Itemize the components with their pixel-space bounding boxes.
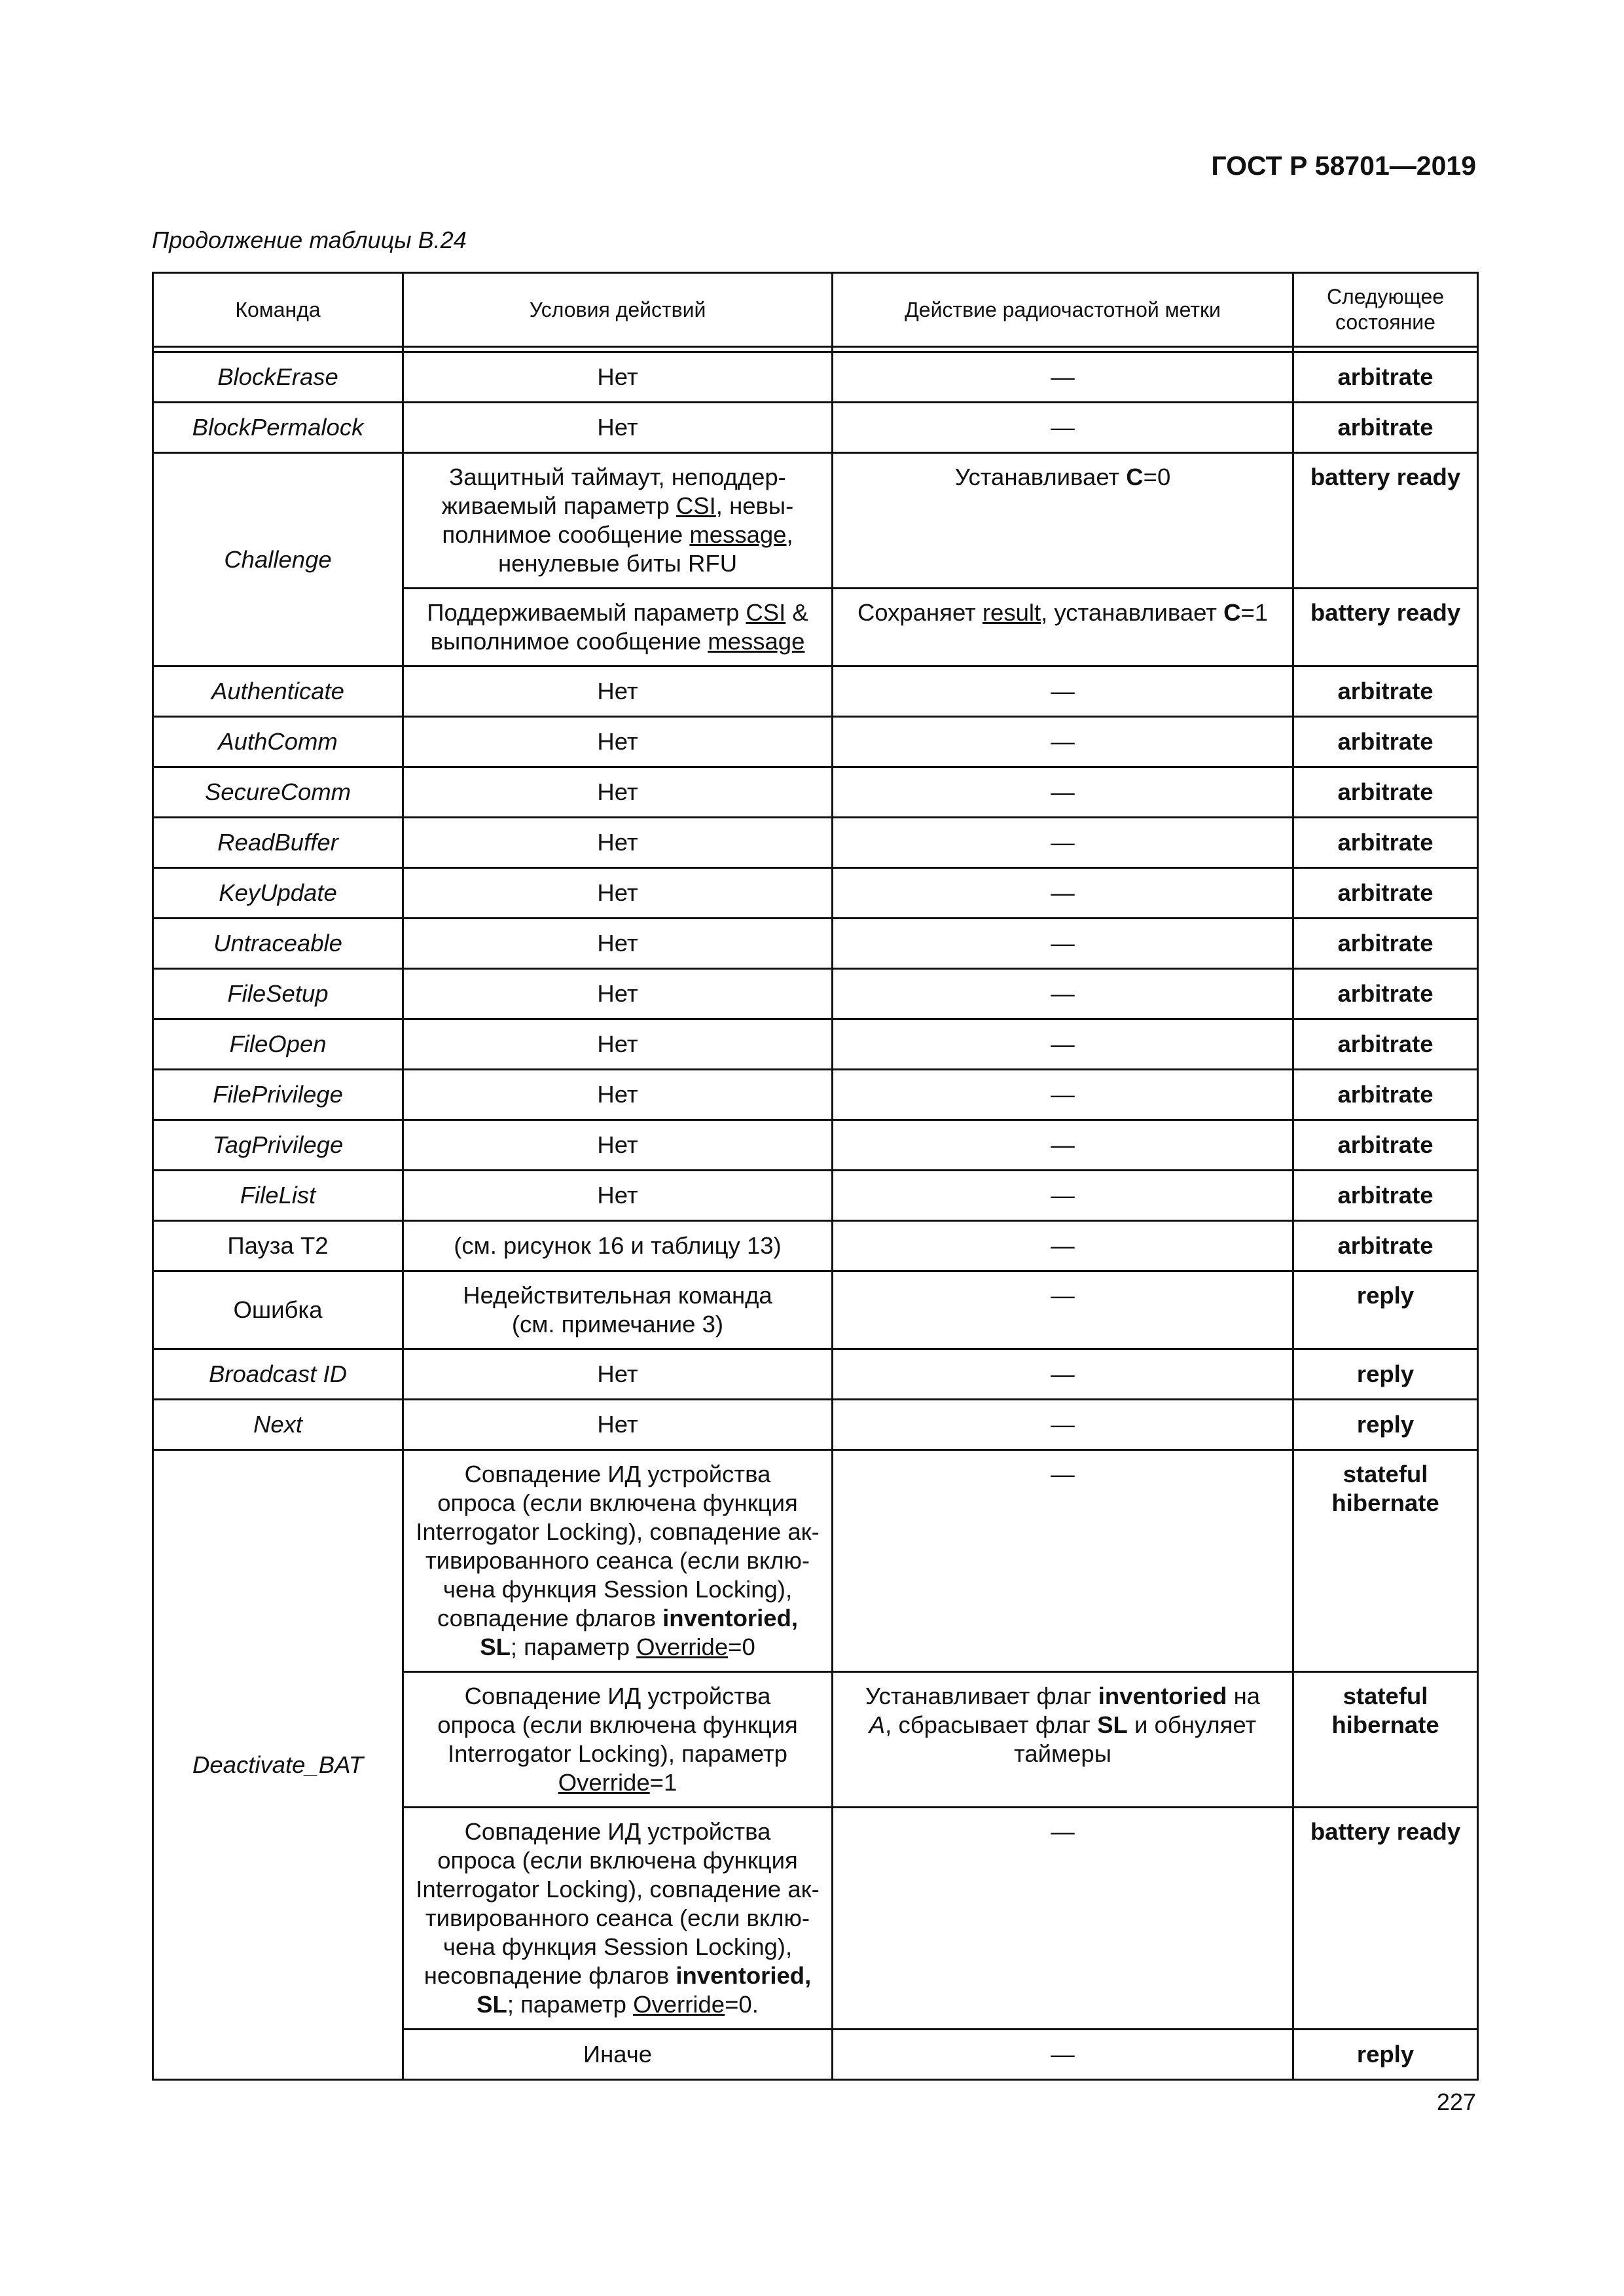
condition-cell xyxy=(403,453,833,589)
action-cell: — xyxy=(833,1349,1293,1400)
condition-text: полнимое сообщение xyxy=(442,521,690,548)
action-cell: — xyxy=(833,403,1293,453)
table-row xyxy=(153,403,1478,453)
sl-flag: SL xyxy=(480,1633,511,1660)
sl-flag: SL xyxy=(1097,1711,1128,1738)
condition-text: чена функция Session Locking), xyxy=(442,1933,793,1960)
table-row xyxy=(153,717,1478,767)
condition-text: Совпадение ИД устройства xyxy=(464,1683,771,1709)
next-state-text: hibernate xyxy=(1331,1711,1439,1738)
next-state-cell: arbitrate xyxy=(1293,1120,1478,1171)
condition-text: несовпадение флагов xyxy=(424,1962,676,1989)
command-cell: Ошибка xyxy=(153,1271,403,1349)
condition-text: (см. примечание 3) xyxy=(511,1311,724,1338)
condition-cell: Нет xyxy=(403,1400,833,1450)
next-state-cell: arbitrate xyxy=(1293,403,1478,453)
condition-text: Недействительная команда xyxy=(463,1282,772,1309)
action-text: таймеры xyxy=(1014,1740,1111,1767)
column-header-next-state: Следующее состояние xyxy=(1293,273,1478,347)
condition-cell: Нет xyxy=(403,818,833,868)
table-row xyxy=(153,1070,1478,1120)
command-cell: Challenge xyxy=(153,453,403,666)
csi-parameter: CSI xyxy=(746,599,786,626)
action-cell: — xyxy=(833,818,1293,868)
next-state-cell: arbitrate xyxy=(1293,666,1478,717)
condition-cell: Нет xyxy=(403,919,833,969)
c-flag: C xyxy=(1126,464,1144,490)
next-state-cell: reply xyxy=(1293,1271,1478,1349)
action-text: , сбрасывает флаг xyxy=(885,1711,1098,1738)
result-parameter: result xyxy=(982,599,1041,626)
action-cell: — xyxy=(833,767,1293,818)
condition-text: =1 xyxy=(649,1769,677,1796)
table-row xyxy=(153,666,1478,717)
override-parameter: Override xyxy=(558,1769,650,1796)
c-flag: C xyxy=(1223,599,1241,626)
condition-cell: Иначе xyxy=(403,2030,833,2080)
action-cell: — xyxy=(833,666,1293,717)
action-cell: — xyxy=(833,1120,1293,1171)
condition-cell xyxy=(403,1672,833,1808)
condition-text: Совпадение ИД устройства xyxy=(464,1818,771,1845)
command-cell: Broadcast ID xyxy=(153,1349,403,1400)
table-row xyxy=(153,1400,1478,1450)
sl-flag: SL xyxy=(477,1991,507,2018)
condition-text: Interrogator Locking), параметр xyxy=(448,1740,787,1767)
condition-text: =0. xyxy=(725,1991,759,2018)
action-cell: — xyxy=(833,1019,1293,1070)
column-header-conditions: Условия действий xyxy=(403,273,833,347)
command-cell: ReadBuffer xyxy=(153,818,403,868)
condition-text: ; параметр xyxy=(507,1991,634,2018)
column-header-tag-action: Действие радиочастотной метки xyxy=(833,273,1293,347)
command-cell: FileSetup xyxy=(153,969,403,1019)
csi-parameter: CSI xyxy=(676,492,716,519)
next-state-cell: arbitrate xyxy=(1293,919,1478,969)
table-row xyxy=(153,1171,1478,1221)
action-text: на xyxy=(1227,1683,1261,1709)
next-state-cell: arbitrate xyxy=(1293,969,1478,1019)
condition-cell: Нет xyxy=(403,717,833,767)
action-cell: — xyxy=(833,969,1293,1019)
next-state-cell: battery ready xyxy=(1293,453,1478,589)
action-cell: — xyxy=(833,1400,1293,1450)
table-row xyxy=(153,1450,1478,1672)
table-row xyxy=(153,767,1478,818)
table-row xyxy=(153,1349,1478,1400)
next-state-cell: arbitrate xyxy=(1293,1019,1478,1070)
condition-text: тивированного сеанса (если вклю- xyxy=(425,1904,810,1931)
condition-cell: Нет xyxy=(403,1019,833,1070)
action-cell: — xyxy=(833,1271,1293,1349)
next-state-text: stateful xyxy=(1343,1683,1428,1709)
command-cell: TagPrivilege xyxy=(153,1120,403,1171)
next-state-cell: arbitrate xyxy=(1293,1070,1478,1120)
table-row xyxy=(153,1271,1478,1349)
action-text: =0 xyxy=(1143,464,1171,490)
inventoried-flag: inventoried xyxy=(1098,1683,1227,1709)
condition-text: живаемый параметр xyxy=(441,492,676,519)
state-transition-table xyxy=(152,272,1479,2081)
condition-cell: Нет xyxy=(403,1070,833,1120)
table-row xyxy=(153,453,1478,589)
next-state-cell: arbitrate xyxy=(1293,767,1478,818)
condition-cell: Нет xyxy=(403,1349,833,1400)
action-cell: — xyxy=(833,1808,1293,2030)
action-cell: — xyxy=(833,717,1293,767)
next-state-cell: arbitrate xyxy=(1293,1171,1478,1221)
table-row xyxy=(153,1120,1478,1171)
action-text: =1 xyxy=(1240,599,1269,626)
command-cell: BlockPermalock xyxy=(153,403,403,453)
condition-text: Защитный таймаут, неподдер- xyxy=(449,464,786,490)
document-code: ГОСТ Р 58701—2019 xyxy=(1211,151,1476,181)
next-state-cell: battery ready xyxy=(1293,589,1478,666)
condition-text: тивированного сеанса (если вклю- xyxy=(425,1547,810,1574)
message-parameter: message xyxy=(708,628,805,655)
condition-cell xyxy=(403,1808,833,2030)
table-row xyxy=(153,919,1478,969)
command-cell: KeyUpdate xyxy=(153,868,403,919)
condition-cell: Нет xyxy=(403,1171,833,1221)
table-row xyxy=(153,969,1478,1019)
override-parameter: Override xyxy=(636,1633,729,1660)
condition-cell: Нет xyxy=(403,403,833,453)
condition-text: Interrogator Locking), совпадение ак- xyxy=(416,1518,820,1545)
condition-text: опроса (если включена функция xyxy=(437,1489,798,1516)
command-cell: FileList xyxy=(153,1171,403,1221)
condition-text: Совпадение ИД устройства xyxy=(464,1461,771,1487)
condition-cell: Нет xyxy=(403,969,833,1019)
condition-cell: Нет xyxy=(403,666,833,717)
next-state-cell: arbitrate xyxy=(1293,868,1478,919)
action-text: Устанавливает xyxy=(954,464,1127,490)
condition-text: Поддерживаемый параметр xyxy=(427,599,746,626)
table-caption: Продолжение таблицы В.24 xyxy=(152,227,467,253)
condition-cell: Нет xyxy=(403,767,833,818)
command-cell: Deactivate_BAT xyxy=(153,1450,403,2080)
action-text: Сохраняет xyxy=(857,599,983,626)
command-cell: Untraceable xyxy=(153,919,403,969)
table-row xyxy=(153,1019,1478,1070)
action-text: Устанавливает флаг xyxy=(865,1683,1098,1709)
message-parameter: message xyxy=(689,521,787,548)
next-state-cell: reply xyxy=(1293,1349,1478,1400)
condition-cell xyxy=(403,589,833,666)
action-cell: — xyxy=(833,919,1293,969)
next-state-cell: arbitrate xyxy=(1293,1221,1478,1271)
condition-cell: (см. рисунок 16 и таблицу 13) xyxy=(403,1221,833,1271)
action-text: и обнуляет xyxy=(1127,1711,1257,1738)
condition-cell xyxy=(403,1271,833,1349)
inventoried-flag: inventoried, xyxy=(676,1962,812,1989)
table-header-row xyxy=(153,273,1478,347)
session-value: A xyxy=(869,1711,886,1738)
condition-text: , невы- xyxy=(715,492,794,519)
next-state-cell: reply xyxy=(1293,1400,1478,1450)
condition-text: выполнимое сообщение xyxy=(430,628,708,655)
next-state-cell: arbitrate xyxy=(1293,352,1478,403)
action-cell xyxy=(833,453,1293,589)
condition-cell: Нет xyxy=(403,868,833,919)
command-cell: FileOpen xyxy=(153,1019,403,1070)
next-state-cell: battery ready xyxy=(1293,1808,1478,2030)
command-cell: Пауза T2 xyxy=(153,1221,403,1271)
condition-text: , xyxy=(786,521,793,548)
command-cell: SecureComm xyxy=(153,767,403,818)
action-cell: — xyxy=(833,1450,1293,1672)
table-row xyxy=(153,352,1478,403)
next-state-cell xyxy=(1293,1450,1478,1672)
condition-text: чена функция Session Locking), xyxy=(442,1576,793,1603)
table-row xyxy=(153,1221,1478,1271)
action-cell: — xyxy=(833,352,1293,403)
command-cell: Authenticate xyxy=(153,666,403,717)
condition-cell: Нет xyxy=(403,1120,833,1171)
action-cell: — xyxy=(833,1171,1293,1221)
action-cell xyxy=(833,589,1293,666)
condition-cell xyxy=(403,1450,833,1672)
next-state-text: hibernate xyxy=(1331,1489,1439,1516)
override-parameter: Override xyxy=(633,1991,725,2018)
next-state-text: stateful xyxy=(1343,1461,1428,1487)
condition-text: опроса (если включена функция xyxy=(437,1711,798,1738)
command-cell: AuthComm xyxy=(153,717,403,767)
condition-text: Interrogator Locking), совпадение ак- xyxy=(416,1876,820,1903)
table-row xyxy=(153,818,1478,868)
action-text: , устанавливает xyxy=(1041,599,1224,626)
command-cell: BlockErase xyxy=(153,352,403,403)
command-cell: Next xyxy=(153,1400,403,1450)
column-header-command: Команда xyxy=(153,273,403,347)
page-number: 227 xyxy=(1436,2088,1476,2115)
action-cell: — xyxy=(833,868,1293,919)
action-cell: — xyxy=(833,1070,1293,1120)
condition-text: ненулевые биты RFU xyxy=(497,550,738,577)
header-separator xyxy=(153,347,1478,352)
next-state-cell: arbitrate xyxy=(1293,717,1478,767)
action-cell: — xyxy=(833,2030,1293,2080)
next-state-cell xyxy=(1293,1672,1478,1808)
condition-text: совпадение флагов xyxy=(437,1605,663,1631)
next-state-cell: arbitrate xyxy=(1293,818,1478,868)
condition-cell: Нет xyxy=(403,352,833,403)
inventoried-flag: inventoried, xyxy=(662,1605,799,1631)
condition-text: & xyxy=(785,599,808,626)
next-state-cell: reply xyxy=(1293,2030,1478,2080)
condition-text: опроса (если включена функция xyxy=(437,1847,798,1874)
command-cell: FilePrivilege xyxy=(153,1070,403,1120)
action-cell: — xyxy=(833,1221,1293,1271)
condition-text: ; параметр xyxy=(510,1633,637,1660)
condition-text: =0 xyxy=(728,1633,755,1660)
table-row xyxy=(153,868,1478,919)
action-cell xyxy=(833,1672,1293,1808)
